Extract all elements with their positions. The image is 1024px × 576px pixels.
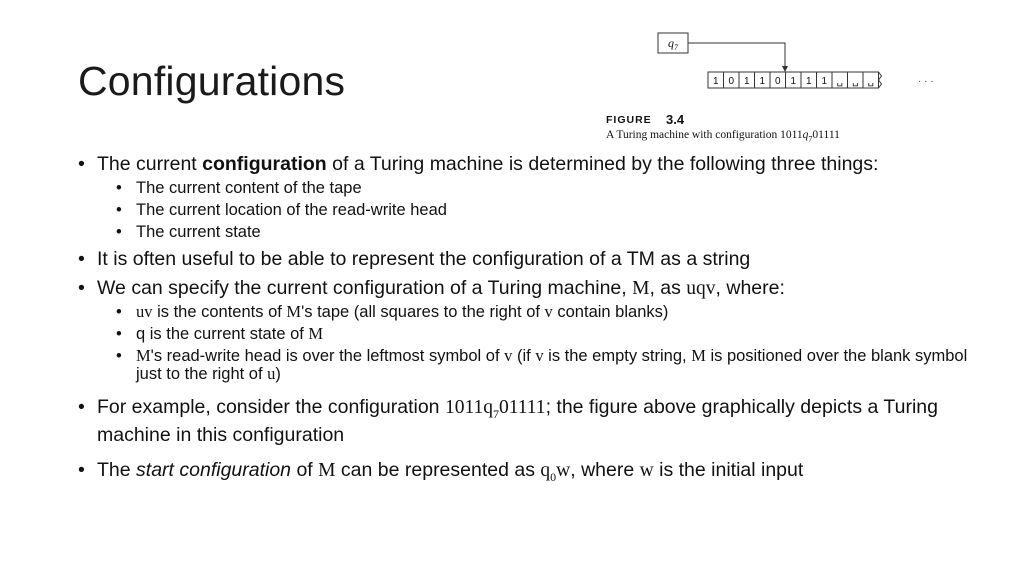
figure-caption-number: 3.4 [666, 112, 685, 127]
tape-symbol: ␣ [852, 76, 859, 87]
tape-symbol: 1 [743, 76, 750, 87]
bullet-start-config: • The start configuration of M can be represented as $q_0w$, where w is the initial input [78, 460, 978, 488]
sub-bullet-tape-content: • The current content of the tape [116, 179, 978, 197]
slide-title: Configurations [78, 58, 346, 104]
figure-caption-text: A Turing machine with configuration $1011q_701111$ [606, 129, 840, 144]
sub-bullet-q: • q is the current state of M [116, 325, 978, 343]
tape-symbol: 1 [790, 76, 797, 87]
tape-symbol: ␣ [836, 76, 843, 87]
tape-ellipsis: · · · [918, 76, 934, 87]
tape-symbol: 1 [805, 76, 812, 87]
sub-bullet-list [97, 179, 978, 241]
bullet-list [78, 154, 978, 488]
bullet-example: • For example, consider the configuration $1011q_701111$; the figure above graphically depicts a Turing machine in this configuration [78, 397, 978, 446]
turing-machine-figure [604, 30, 954, 145]
sub-bullet-head-location: • The current location of the read-write head [116, 201, 978, 219]
bullet-represent-string: • It is often useful to be able to represent the configuration of a TM as a string [78, 249, 978, 270]
tape-symbol: 0 [774, 76, 781, 87]
state-label: $q_7$ [668, 36, 678, 52]
bullet-specify-config: • We can specify the current configuration of a Turing machine, M, as uqv, where: • uv is the contents of M's tape (all squares to the right of v contain blanks) • q is the current state of M • M's read-write head is over the leftmost symbol of v (if v is the empty string, M is positioned over the blank symbol just to the right of u) [78, 278, 978, 383]
sub-bullet-head-position: • M's read-write head is over the leftmost symbol of v (if v is the empty string, M is positioned over the blank symbol just to the right of u) [116, 347, 978, 383]
sub-bullet-list [97, 303, 978, 383]
sub-bullet-current-state: • The current state [116, 223, 978, 241]
head-arrow [782, 66, 788, 72]
turing-machine-diagram [604, 30, 954, 110]
tape-symbol: ␣ [867, 76, 874, 87]
tape-symbol: 1 [759, 76, 766, 87]
figure-caption-label: FIGURE [606, 114, 652, 126]
sub-bullet-uv: • uv is the contents of M's tape (all squares to the right of v contain blanks) [116, 303, 978, 321]
tape-symbol: 0 [728, 76, 735, 87]
head-pointer [688, 43, 785, 67]
tape [708, 72, 882, 88]
tape-symbol: 1 [712, 76, 719, 87]
bullet-configuration: • The current configuration of a Turing machine is determined by the following three things: • The current content of the tape • The current location of the read-write head • The current state [78, 154, 978, 241]
tape-symbol: 1 [821, 76, 828, 87]
